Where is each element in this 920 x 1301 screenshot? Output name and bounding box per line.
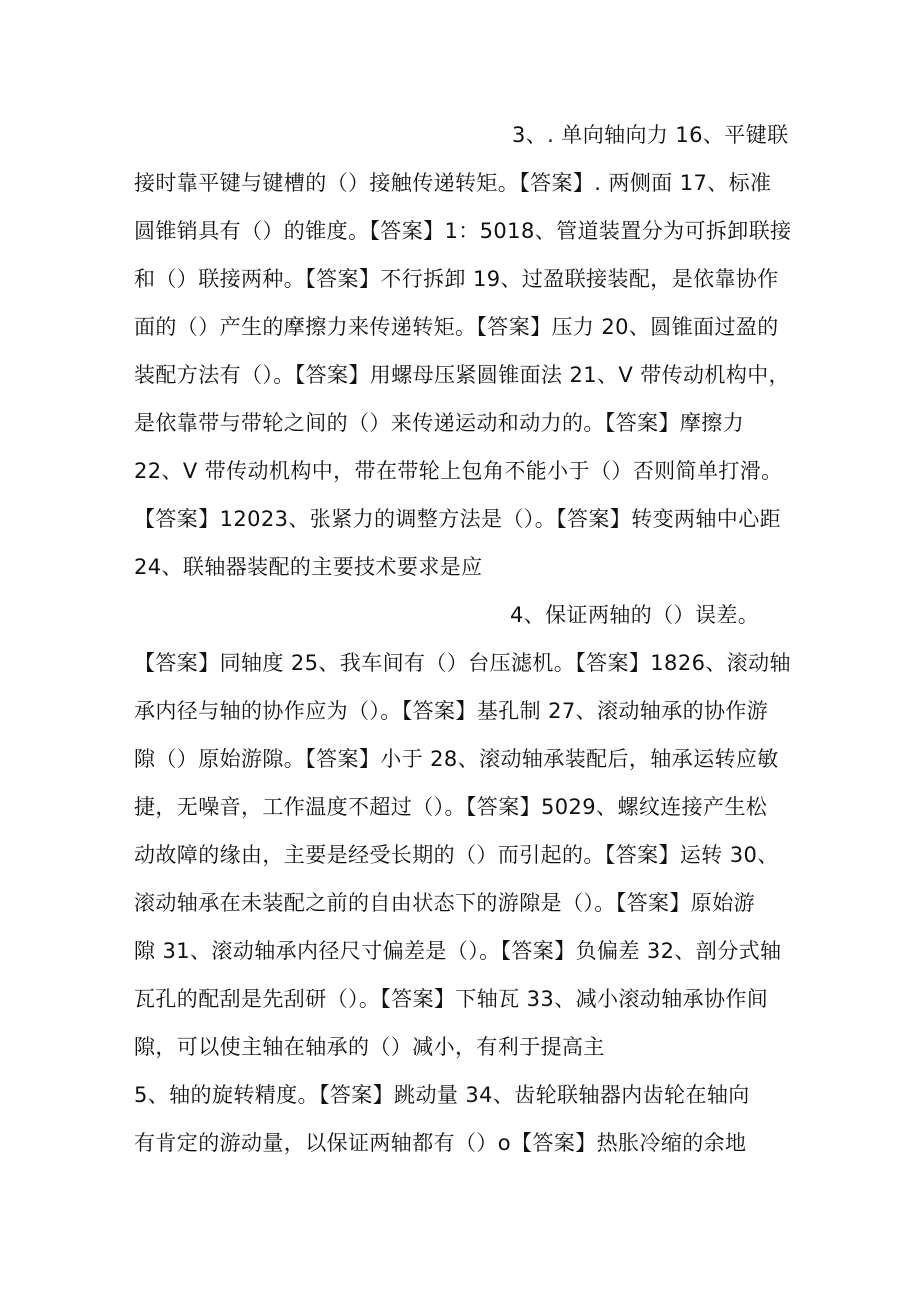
text-line: 4、保证两轴的（）误差。 bbox=[510, 603, 760, 627]
text-line: 【答案】12023、张紧力的调整方法是（）。【答案】转变两轴中心距 bbox=[134, 507, 782, 531]
text-line: 装配方法有（）。【答案】用螺母压紧圆锥面法 21、V 带传动机构中， bbox=[134, 363, 791, 387]
text-line: 5、轴的旋转精度。【答案】跳动量 34、齿轮联轴器内齿轮在轴向 bbox=[134, 1083, 750, 1107]
text-line: 和（）联接两种。【答案】不行拆卸 19、过盈联接装配，是依靠协作 bbox=[134, 267, 779, 291]
text-line: 3、. 单向轴向力 16、平键联 bbox=[512, 123, 789, 147]
text-line: 【答案】同轴度 25、我车间有（）台压滤机。【答案】1826、滚动轴 bbox=[134, 651, 791, 675]
text-line: 面的（）产生的摩擦力来传递转矩。【答案】压力 20、圆锥面过盈的 bbox=[134, 315, 779, 339]
text-line: 动故障的缘由，主要是经受长期的（）而引起的。【答案】运转 30、 bbox=[134, 843, 779, 867]
text-line: 接时靠平键与键槽的（）接触传递转矩。【答案】. 两侧面 17、标准 bbox=[134, 171, 772, 195]
text-line: 捷，无噪音，工作温度不超过（）。【答案】5029、螺纹连接产生松 bbox=[134, 795, 768, 819]
text-line: 隙（）原始游隙。【答案】小于 28、滚动轴承装配后，轴承运转应敏 bbox=[134, 747, 779, 771]
text-line: 隙，可以使主轴在轴承的（）减小，有利于提高主 bbox=[134, 1035, 605, 1059]
text-line: 瓦孔的配刮是先刮研（）。【答案】下轴瓦 33、减小滚动轴承协作间 bbox=[134, 987, 769, 1011]
text-line: 24、联轴器装配的主要技术要求是应 bbox=[134, 555, 483, 579]
text-line: 是依靠带与带轮之间的（）来传递运动和动力的。【答案】摩擦力 bbox=[134, 411, 745, 435]
text-line: 隙 31、滚动轴承内径尺寸偏差是（）。【答案】负偏差 32、剖分式轴 bbox=[134, 939, 782, 963]
text-line: 圆锥销具有（）的锥度。【答案】1：5018、管道装置分为可拆卸联接 bbox=[134, 219, 792, 243]
text-line: 滚动轴承在未装配之前的自由状态下的游隙是（）。【答案】原始游 bbox=[134, 891, 755, 915]
text-line: 22、V 带传动机构中，带在带轮上包角不能小于（）否则简单打滑。 bbox=[134, 459, 783, 483]
text-line: 有肯定的游动量，以保证两轴都有（）o【答案】热胀冷缩的余地 bbox=[134, 1131, 747, 1155]
text-line: 承内径与轴的协作应为（）。【答案】基孔制 27、滚动轴承的协作游 bbox=[134, 699, 769, 723]
